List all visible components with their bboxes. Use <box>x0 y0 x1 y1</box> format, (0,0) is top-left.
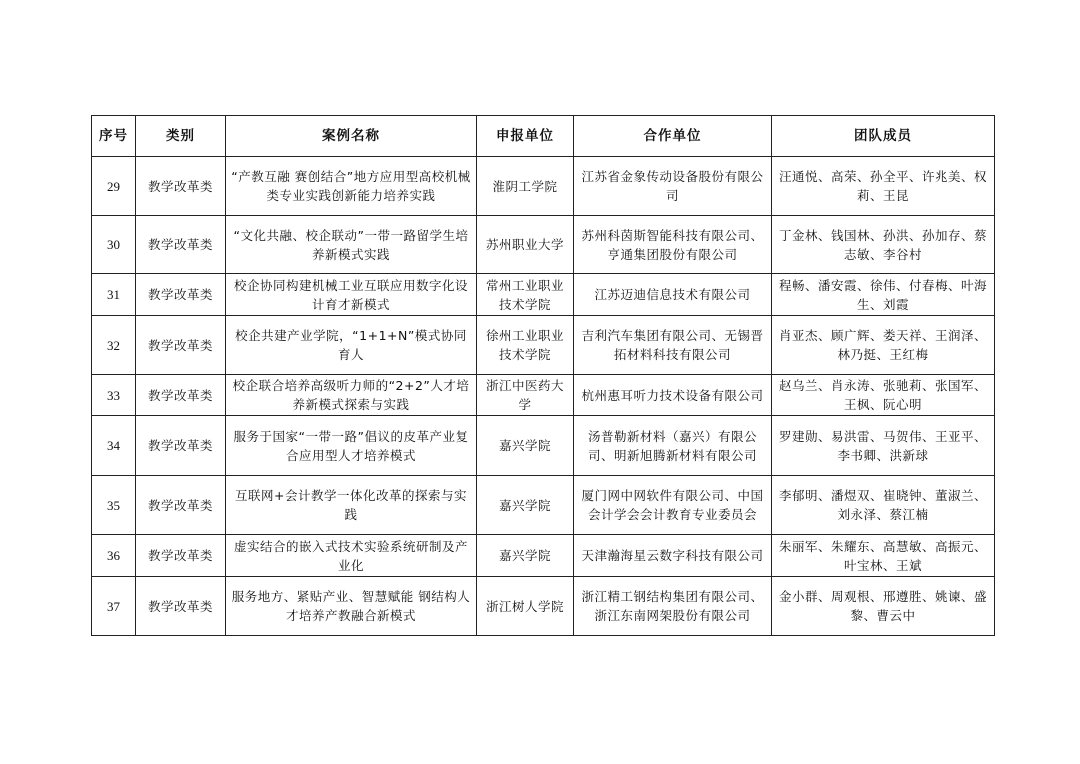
table-row <box>92 375 995 416</box>
cell-seq: 36 <box>92 535 136 577</box>
header-category: 类别 <box>136 116 226 157</box>
cell-team: 金小群、周观根、邢遵胜、姚谏、盛黎、曹云中 <box>772 577 995 636</box>
cell-applicant: 浙江树人学院 <box>477 577 574 636</box>
cell-case-name: “产教互融 赛创结合”地方应用型高校机械类专业实践创新能力培养实践 <box>226 157 477 216</box>
cell-category: 教学改革类 <box>136 416 226 476</box>
cell-partner: 杭州惠耳听力技术设备有限公司 <box>574 375 772 416</box>
cell-seq: 34 <box>92 416 136 476</box>
cell-seq: 37 <box>92 577 136 636</box>
cell-case-name: 虚实结合的嵌入式技术实验系统研制及产业化 <box>226 535 477 577</box>
cell-category: 教学改革类 <box>136 157 226 216</box>
header-applicant: 申报单位 <box>477 116 574 157</box>
cell-seq: 33 <box>92 375 136 416</box>
cell-case-name: 校企协同构建机械工业互联应用数字化设计育才新模式 <box>226 274 477 316</box>
cell-category: 教学改革类 <box>136 375 226 416</box>
cell-applicant: 徐州工业职业技术学院 <box>477 316 574 375</box>
cell-applicant: 苏州职业大学 <box>477 216 574 274</box>
table-row <box>92 535 995 577</box>
table-row <box>92 577 995 636</box>
cell-case-name: 互联网+会计教学一体化改革的探索与实践 <box>226 476 477 535</box>
header-team: 团队成员 <box>772 116 995 157</box>
cell-seq: 35 <box>92 476 136 535</box>
case-table <box>91 115 995 636</box>
table-row <box>92 274 995 316</box>
document-page <box>91 115 994 636</box>
cell-team: 丁金林、钱国林、孙洪、孙加存、蔡志敏、李谷村 <box>772 216 995 274</box>
cell-seq: 30 <box>92 216 136 274</box>
cell-team: 朱丽军、朱耀东、高慧敏、高振元、叶宝林、王斌 <box>772 535 995 577</box>
cell-partner: 江苏省金象传动设备股份有限公司 <box>574 157 772 216</box>
cell-case-name: 服务地方、紧贴产业、智慧赋能 钢结构人才培养产教融合新模式 <box>226 577 477 636</box>
table-row <box>92 216 995 274</box>
cell-category: 教学改革类 <box>136 577 226 636</box>
table-row <box>92 416 995 476</box>
cell-category: 教学改革类 <box>136 316 226 375</box>
cell-team: 汪通悦、高荣、孙全平、许兆美、权莉、王昆 <box>772 157 995 216</box>
cell-partner: 汤普勒新材料（嘉兴）有限公司、明新旭腾新材料有限公司 <box>574 416 772 476</box>
table-header-row <box>92 116 995 157</box>
cell-category: 教学改革类 <box>136 535 226 577</box>
header-seq: 序号 <box>92 116 136 157</box>
cell-partner: 厦门网中网软件有限公司、中国会计学会会计教育专业委员会 <box>574 476 772 535</box>
cell-seq: 29 <box>92 157 136 216</box>
cell-applicant: 常州工业职业技术学院 <box>477 274 574 316</box>
table-row <box>92 157 995 216</box>
cell-case-name: 服务于国家“一带一路”倡议的皮革产业复合应用型人才培养模式 <box>226 416 477 476</box>
cell-partner: 江苏迈迪信息技术有限公司 <box>574 274 772 316</box>
cell-applicant: 嘉兴学院 <box>477 416 574 476</box>
cell-partner: 苏州科茵斯智能科技有限公司、亨通集团股份有限公司 <box>574 216 772 274</box>
cell-category: 教学改革类 <box>136 476 226 535</box>
cell-case-name: 校企共建产业学院，“1+1+N”模式协同育人 <box>226 316 477 375</box>
cell-team: 罗建勋、易洪雷、马贺伟、王亚平、李书卿、洪新球 <box>772 416 995 476</box>
cell-category: 教学改革类 <box>136 216 226 274</box>
cell-partner: 吉利汽车集团有限公司、无锡晋拓材料科技有限公司 <box>574 316 772 375</box>
table-row <box>92 476 995 535</box>
header-partner: 合作单位 <box>574 116 772 157</box>
cell-team: 李郁明、潘煜双、崔晓钟、董淑兰、刘永泽、蔡江楠 <box>772 476 995 535</box>
cell-seq: 31 <box>92 274 136 316</box>
cell-case-name: “文化共融、校企联动”一带一路留学生培养新模式实践 <box>226 216 477 274</box>
cell-seq: 32 <box>92 316 136 375</box>
cell-applicant: 嘉兴学院 <box>477 535 574 577</box>
table-row <box>92 316 995 375</box>
cell-category: 教学改革类 <box>136 274 226 316</box>
cell-team: 程畅、潘安霞、徐伟、付春梅、叶海生、刘霞 <box>772 274 995 316</box>
cell-applicant: 嘉兴学院 <box>477 476 574 535</box>
cell-applicant: 浙江中医药大学 <box>477 375 574 416</box>
cell-case-name: 校企联合培养高级听力师的“2+2”人才培养新模式探索与实践 <box>226 375 477 416</box>
cell-team: 肖亚杰、顾广辉、娄天祥、王润泽、林乃挺、王红梅 <box>772 316 995 375</box>
cell-partner: 浙江精工钢结构集团有限公司、浙江东南网架股份有限公司 <box>574 577 772 636</box>
cell-applicant: 淮阴工学院 <box>477 157 574 216</box>
cell-team: 赵乌兰、肖永涛、张驰莉、张国军、王枫、阮心明 <box>772 375 995 416</box>
cell-partner: 天津瀚海星云数字科技有限公司 <box>574 535 772 577</box>
header-case-name: 案例名称 <box>226 116 477 157</box>
